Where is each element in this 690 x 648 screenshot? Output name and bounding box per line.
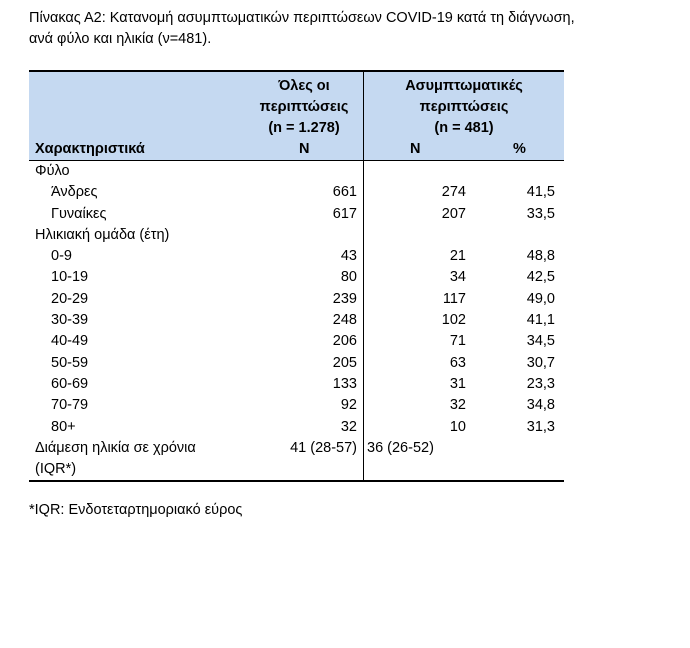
row-all-n: 206 [332, 333, 357, 350]
row-asym-n: 34 [449, 269, 466, 286]
row-pct: 48,8 [526, 248, 555, 265]
row-all-n: 617 [332, 205, 357, 222]
row-asym-n: 31 [449, 375, 466, 392]
table-row [29, 289, 564, 310]
header-asym-pct: % [513, 141, 526, 157]
row-all-n: 80 [340, 269, 357, 286]
row-all-n: 248 [332, 312, 357, 329]
row-asym-n: 102 [441, 312, 466, 329]
row-pct: 33,5 [526, 205, 555, 222]
table-row [29, 267, 564, 288]
row-asym-n: 21 [449, 248, 466, 265]
table-group-row [29, 225, 564, 246]
table-row [29, 417, 564, 438]
table-header [29, 70, 564, 161]
header-asymptomatic [374, 76, 554, 139]
median-label-line1: Διάμεση ηλικία σε χρόνια [35, 439, 196, 456]
header-all-n: N [299, 141, 310, 157]
row-asym-n: 32 [449, 397, 466, 414]
row-label: Άνδρες [51, 184, 98, 201]
row-pct: 49,0 [526, 290, 555, 307]
row-label: Ηλικιακή ομάδα (έτη) [35, 226, 170, 243]
table-row [29, 374, 564, 395]
header-characteristics: Χαρακτηριστικά [35, 141, 145, 157]
header-all-cases-line2: περιπτώσεις [259, 99, 349, 115]
caption-line-1: Πίνακας Α2: Κατανομή ασυμπτωματικών περιπτώσεων COVID-19 κατά τη διάγνωση, [29, 10, 575, 26]
median-label-line2: (IQR*) [35, 460, 77, 477]
row-label: 30-39 [51, 312, 89, 329]
row-pct: 42,5 [526, 269, 555, 286]
row-pct: 23,3 [526, 375, 555, 392]
table-row [29, 310, 564, 331]
row-asym-n: 117 [442, 290, 466, 307]
row-pct: 30,7 [526, 354, 555, 371]
row-label: 60-69 [51, 375, 89, 392]
table-caption [29, 8, 669, 50]
header-asym-n: N [410, 141, 421, 157]
table-row [29, 182, 564, 203]
table-group-row [29, 161, 564, 182]
median-label [35, 438, 235, 480]
header-asym-line3: (n = 481) [434, 120, 494, 136]
row-label: 70-79 [51, 397, 89, 414]
row-label: Φύλο [35, 163, 70, 179]
row-label: 80+ [51, 418, 76, 435]
footnote: *IQR: Ενδοτεταρτημοριακό εύρος [29, 502, 243, 518]
row-pct: 41,5 [526, 184, 555, 201]
row-all-n: 92 [340, 397, 357, 414]
row-pct: 34,5 [526, 333, 555, 350]
header-asym-line2: περιπτώσεις [419, 99, 509, 115]
row-all-n: 133 [332, 375, 357, 392]
row-all-n: 661 [332, 184, 357, 201]
row-asym-n: 71 [449, 333, 466, 350]
row-pct: 41,1 [526, 312, 555, 329]
row-asym-n: 207 [441, 205, 466, 222]
row-label: 0-9 [51, 248, 72, 265]
table-rows [29, 161, 564, 438]
row-label: 40-49 [51, 333, 89, 350]
row-label: 50-59 [51, 354, 89, 371]
header-divider [363, 72, 364, 160]
row-all-n: 43 [340, 248, 357, 265]
table-row [29, 353, 564, 374]
caption-line-2: ανά φύλο και ηλικία (ν=481). [29, 31, 212, 47]
median-asym: 36 (26-52) [367, 439, 434, 456]
row-asym-n: 274 [441, 184, 466, 201]
table-bottom-rule [29, 480, 564, 482]
table-row [29, 331, 564, 352]
row-asym-n: 10 [449, 418, 466, 435]
row-pct: 34,8 [526, 397, 555, 414]
row-pct: 31,3 [526, 418, 555, 435]
table-row [29, 204, 564, 225]
median-row [29, 438, 564, 480]
median-all: 41 (28-57) [290, 439, 357, 456]
row-label: Γυναίκες [51, 205, 107, 222]
header-asym-line1: Ασυμπτωματικές [405, 78, 523, 94]
table-row [29, 246, 564, 267]
table-row [29, 395, 564, 416]
row-all-n: 32 [340, 418, 357, 435]
row-asym-n: 63 [449, 354, 466, 371]
row-all-n: 239 [332, 290, 357, 307]
header-all-cases-line3: (n = 1.278) [268, 120, 340, 136]
row-label: 20-29 [51, 290, 89, 307]
row-label: 10-19 [51, 269, 89, 286]
table-body [29, 161, 564, 480]
row-all-n: 205 [332, 354, 357, 371]
header-all-cases-line1: Όλες οι [278, 78, 330, 94]
data-table [29, 70, 564, 482]
header-all-cases [247, 76, 361, 139]
